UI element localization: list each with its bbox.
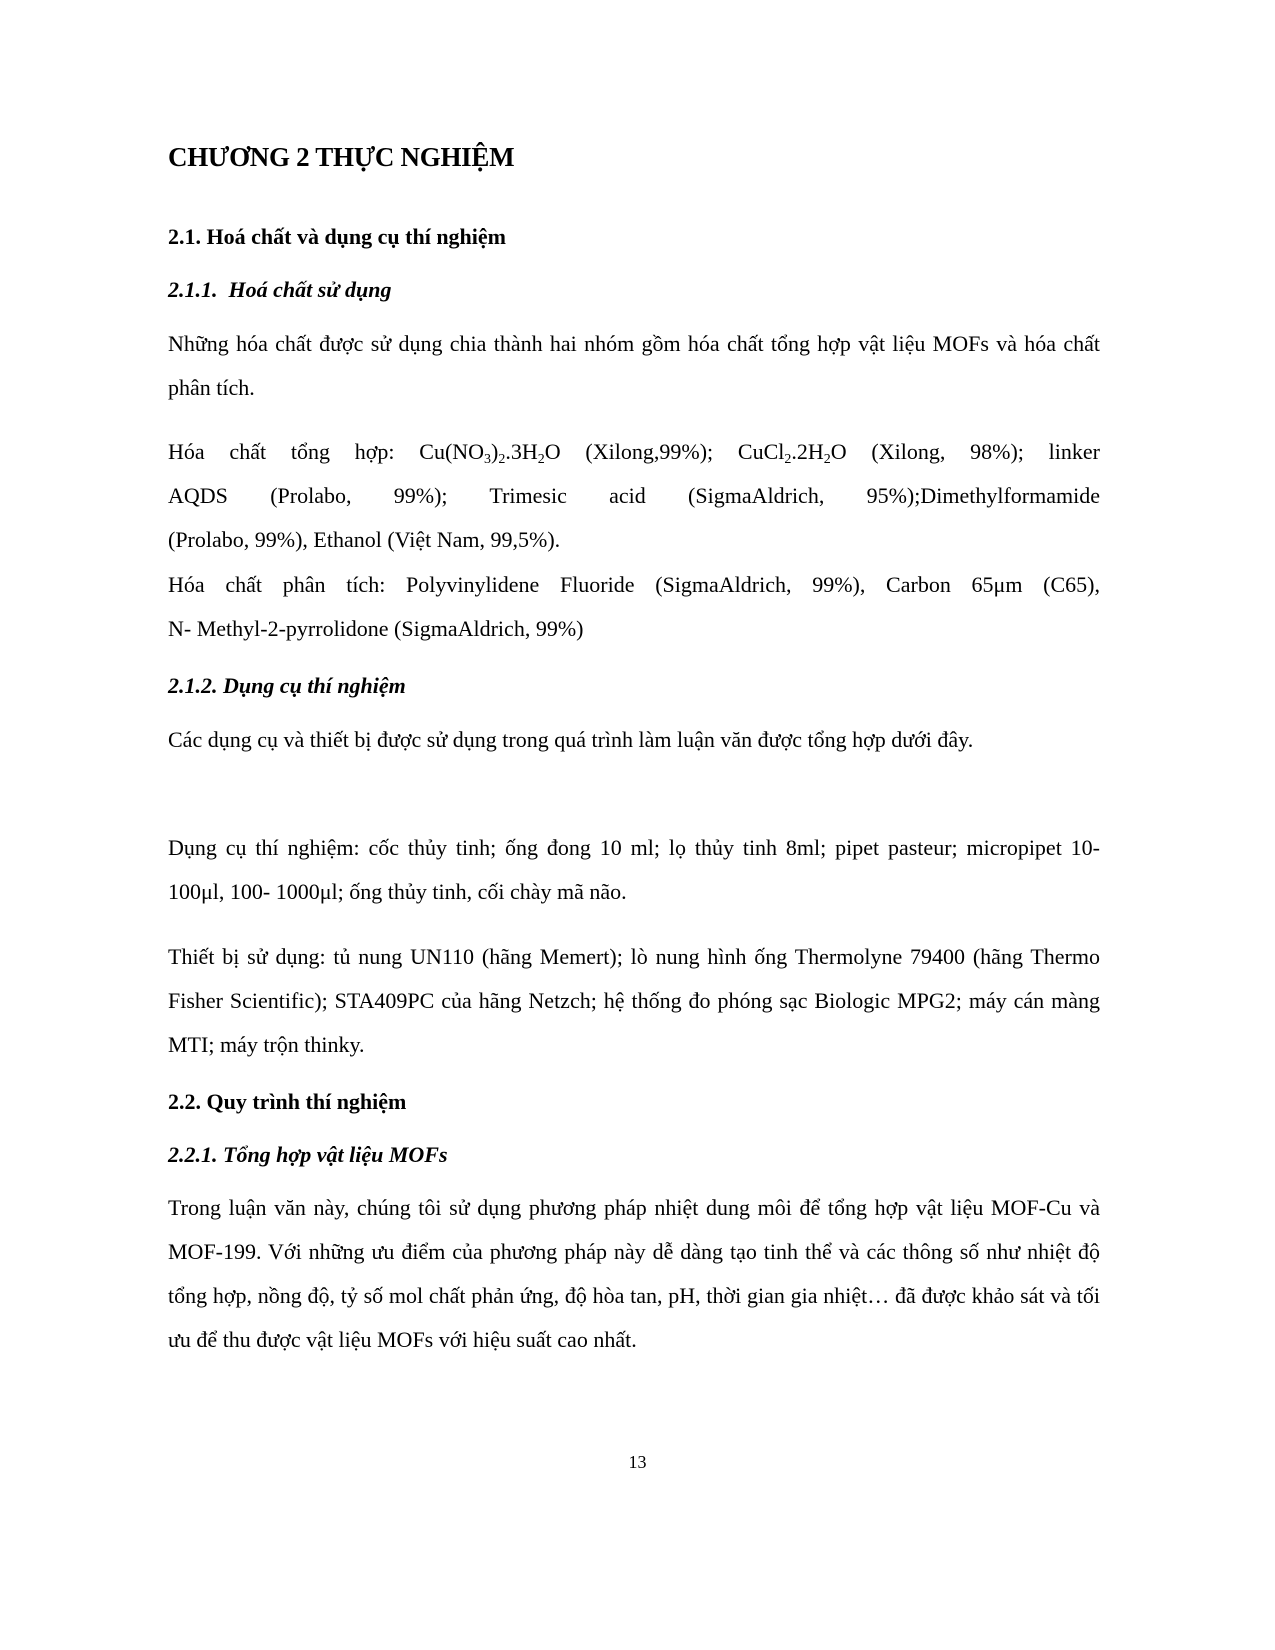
paragraph-mof-synthesis: Trong luận văn này, chúng tôi sử dụng phương pháp nhiệt dung môi để tổng hợp vật liệu MOF-Cu và MOF-199. Với những ưu điểm của phương pháp này dễ dàng tạo tinh thể và các thông số như nhiệt độ tổng hợp, nồng độ, tỷ số mol chất phản ứng, độ hòa tan, pH, thời gian gia nhiệt… đã được khảo sát và tối ưu để thu được vật liệu MOFs với hiệu suất cao nhất.: [168, 1195, 1100, 1352]
subscript: 3: [484, 452, 492, 467]
subsection-heading-2-2-1: 2.2.1. Tổng hợp vật liệu MOFs: [168, 1142, 448, 1167]
analysis-line-1: Hóa chất phân tích: Polyvinylidene Fluoride (SigmaAldrich, 99%), Carbon 65μm (C65),: [168, 572, 1100, 597]
formula-text: Cu(NO: [419, 439, 485, 464]
paragraph-synthesis-chemicals: [168, 430, 1100, 562]
formula-text: O (Xilong, 98%); linker: [830, 439, 1101, 464]
subsection-heading-2-1-1: 2.1.1. Hoá chất sử dụng: [168, 277, 392, 302]
formula-text: ): [491, 439, 499, 464]
formula-text: .2H: [791, 439, 824, 464]
section-heading-2-1: 2.1. Hoá chất và dụng cụ thí nghiệm: [168, 224, 506, 249]
paragraph-equipment: Thiết bị sử dụng: tủ nung UN110 (hãng Memert); lò nung hình ống Thermolyne 79400 (hãng Thermo Fisher Scientific); STA409PC của hãng Netzch; hệ thống đo phóng sạc Biologic MPG2; máy cán màng MTI; máy trộn thinky.: [168, 944, 1100, 1057]
synthesis-label: Hóa chất tổng hợp:: [168, 439, 420, 464]
subsection-heading-2-1-2: 2.1.2. Dụng cụ thí nghiệm: [168, 673, 406, 698]
synthesis-line-1: [168, 430, 1100, 474]
synthesis-line-2: AQDS (Prolabo, 99%); Trimesic acid (SigmaAldrich, 95%);Dimethylformamide: [168, 483, 1100, 508]
paragraph-lab-tools: Dụng cụ thí nghiệm: cốc thủy tinh; ống đong 10 ml; lọ thủy tinh 8ml; pipet pasteur; micropipet 10- 100μl, 100- 1000μl; ống thủy tinh, cối chày mã não.: [168, 835, 1100, 904]
paragraph-analysis-chemicals: [168, 563, 1100, 651]
analysis-line-2: N- Methyl-2-pyrrolidone (SigmaAldrich, 99%): [168, 616, 584, 641]
paragraph-chemicals-intro: Những hóa chất được sử dụng chia thành hai nhóm gồm hóa chất tổng hợp vật liệu MOFs và hóa chất phân tích.: [168, 331, 1100, 400]
subscript: 2: [784, 452, 792, 467]
formula-text: .3H: [505, 439, 538, 464]
subscript: 2: [823, 452, 831, 467]
subscript: 2: [498, 452, 506, 467]
section-heading-2-2: 2.2. Quy trình thí nghiệm: [168, 1089, 407, 1114]
page-number: 13: [628, 1452, 647, 1472]
paragraph-tools-intro: Các dụng cụ và thiết bị được sử dụng trong quá trình làm luận văn được tổng hợp dưới đây.: [168, 727, 974, 752]
chapter-title: CHƯƠNG 2 THỰC NGHIỆM: [168, 142, 515, 172]
subscript: 2: [537, 452, 545, 467]
synthesis-line-3: (Prolabo, 99%), Ethanol (Việt Nam, 99,5%).: [168, 527, 561, 552]
formula-text: O (Xilong,99%); CuCl: [544, 439, 785, 464]
